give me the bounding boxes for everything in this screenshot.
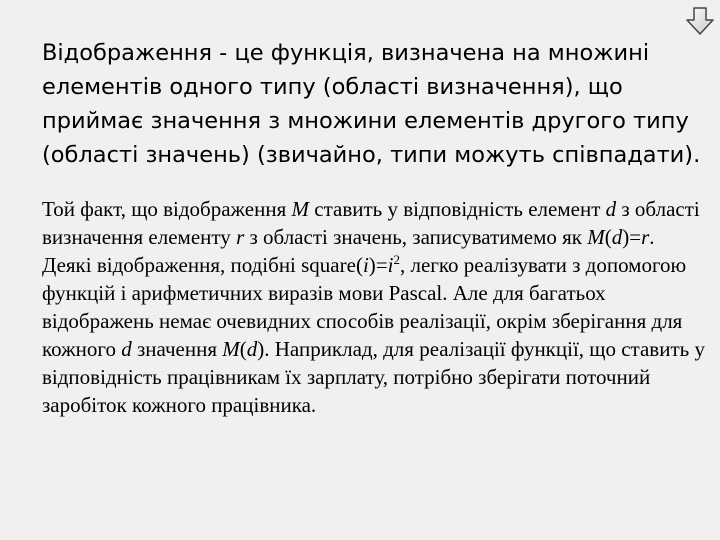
text-segment: , легко реалізувати з допомогою функцій і арифметичних виразів мови Pascal. Але для багатьох відображень немає очевидних способів реалізації, окрім зберігання для кожного xyxy=(42,253,687,361)
down-arrow-icon[interactable] xyxy=(685,6,715,36)
variable-i: i xyxy=(387,253,394,277)
text-segment: ). Наприклад, для реалізації функції, що ставить у відповідність працівникам їх зарплату, потрібно зберігати поточний заробіток кожного працівника. xyxy=(42,337,705,417)
text-segment: )= xyxy=(622,225,642,249)
variable-m: M xyxy=(587,225,605,249)
text-segment: . Деякі відображення, подібні square( xyxy=(42,225,655,277)
definition-heading xyxy=(42,36,712,172)
variable-d: d xyxy=(246,337,258,361)
heading-line: (області значень) (звичайно, типи можуть співпадати). xyxy=(42,142,701,168)
heading-line: приймає значення з множини елементів другого типу xyxy=(42,108,689,134)
exponent: 2 xyxy=(393,252,400,267)
heading-line: елементів одного типу (області визначення), що xyxy=(42,74,623,100)
variable-m: M xyxy=(291,197,309,221)
variable-d: d xyxy=(121,337,132,361)
text-segment: ( xyxy=(239,337,247,361)
variable-m: M xyxy=(222,337,240,361)
text-segment: ( xyxy=(604,225,612,249)
variable-r: r xyxy=(236,225,245,249)
variable-d: d xyxy=(611,225,623,249)
text-segment: Той факт, що відображення xyxy=(42,197,292,221)
text-segment: з області визначення елементу xyxy=(42,197,700,249)
text-segment: з області значень, записуватимемо як xyxy=(244,225,588,249)
variable-r: r xyxy=(641,225,650,249)
text-segment: )= xyxy=(368,253,388,277)
text-segment: значення xyxy=(131,337,223,361)
heading-line: Відображення - це функція, визначена на множині xyxy=(42,40,650,66)
mapping-explanation-paragraph xyxy=(42,195,707,419)
variable-d: d xyxy=(605,197,617,221)
text-segment: ставить у відповідність елемент xyxy=(309,197,606,221)
variable-i: i xyxy=(362,253,369,277)
